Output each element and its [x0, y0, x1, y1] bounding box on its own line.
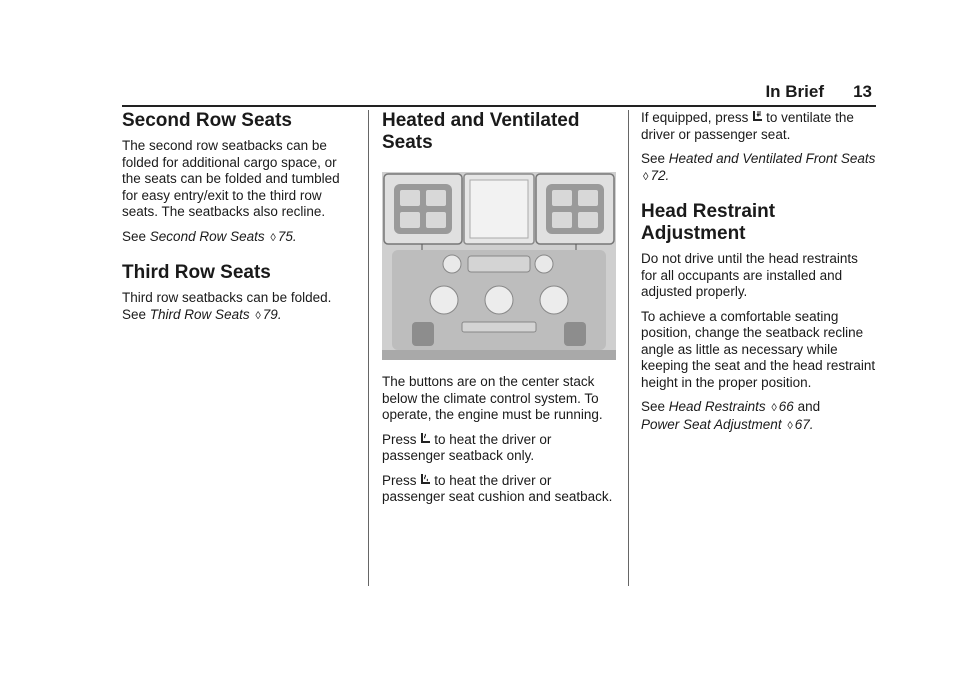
- header-rule: [122, 105, 876, 107]
- see-label: See: [122, 228, 147, 244]
- reference-second-row: [122, 229, 354, 247]
- press-label: Press: [382, 431, 417, 447]
- column-1: [122, 110, 354, 332]
- center-stack-drawing: [382, 172, 616, 360]
- heading-head-restraint-adjustment: Head Restraint Adjustment: [641, 201, 776, 244]
- page-ref-75[interactable]: 75.: [277, 228, 297, 244]
- link-head-restraints[interactable]: Head Restraints: [668, 399, 766, 414]
- ventilated-seat-icon: [752, 110, 764, 124]
- press-label: Press: [382, 472, 417, 488]
- page-ref-66[interactable]: 66: [778, 399, 794, 414]
- paragraph-third-row: Third row seatbacks can be folded.: [122, 290, 332, 305]
- link-third-row-seats[interactable]: Third Row Seats: [149, 306, 250, 322]
- link-heated-ventilated-front-seats[interactable]: Heated and Ventilated Front Seats: [668, 151, 876, 166]
- see-label: See: [122, 306, 147, 322]
- cushion-heat-text: to heat the driver or passenger seat cushion and seatback.: [382, 472, 613, 504]
- page-reference-arrow-icon: ◊: [255, 309, 261, 322]
- paragraph-cushion-heat: [382, 473, 616, 506]
- heading-heated-ventilated-seats: Heated and Ventilated Seats: [382, 110, 580, 153]
- header-page-number: 13: [853, 82, 872, 101]
- seatback-heat-text: to heat the driver or passenger seatback only.: [382, 431, 552, 463]
- link-second-row-seats[interactable]: Second Row Seats: [149, 228, 265, 244]
- header-section-title: In Brief: [765, 82, 824, 101]
- paragraph-restraint-2: To achieve a comfortable seating position, change the seatback recline angle as little as necessary while keeping the seat and the head restraint height in the proper position.: [641, 308, 876, 390]
- heading-second-row-seats: Second Row Seats: [122, 110, 292, 131]
- heated-cushion-icon: [420, 473, 432, 487]
- page-reference-arrow-icon: ◊: [270, 231, 276, 244]
- see-label: See: [641, 399, 666, 414]
- link-power-seat-adjustment[interactable]: Power Seat Adjustment: [641, 416, 782, 432]
- paragraph-seatback-heat: [382, 432, 616, 465]
- see-label: See: [641, 151, 666, 166]
- page-header: [122, 82, 876, 104]
- page-ref-72[interactable]: 72.: [650, 167, 670, 183]
- paragraph-restraint-1: Do not drive until the head restraints for all occupants are installed and adjusted properly.: [641, 251, 858, 299]
- reference-head-restraints: [641, 399, 877, 434]
- page-reference-arrow-icon: ◊: [643, 170, 649, 183]
- ventilate-pre-text: If equipped, press: [641, 110, 749, 125]
- page-ref-79[interactable]: 79.: [262, 306, 282, 322]
- column-3: [641, 110, 877, 442]
- ventilate-post-text: to ventilate the driver or passenger seat.: [641, 110, 854, 142]
- paragraph-ventilate: [641, 110, 877, 143]
- paragraph-second-row: The second row seatbacks can be folded for additional cargo space, or the seats can be folded and tumbled for easy entry/exit to the third row seats. The seatbacks also recline.: [122, 138, 340, 219]
- column-2: [382, 110, 616, 514]
- center-stack-illustration: [382, 172, 616, 360]
- paragraph-buttons-location: The buttons are on the center stack below the climate control system. To operate, the engine must be running.: [382, 374, 603, 422]
- column-divider-1: [368, 110, 369, 586]
- reference-third-row: [122, 290, 354, 324]
- and-label: and: [797, 399, 821, 414]
- heated-seatback-icon: [420, 432, 432, 446]
- page-ref-67[interactable]: 67.: [794, 416, 814, 432]
- page-reference-arrow-icon: ◊: [771, 402, 777, 414]
- column-divider-2: [628, 110, 629, 586]
- heading-third-row-seats: Third Row Seats: [122, 262, 271, 283]
- page-reference-arrow-icon: ◊: [787, 419, 793, 432]
- reference-heated-ventilated: [641, 151, 877, 185]
